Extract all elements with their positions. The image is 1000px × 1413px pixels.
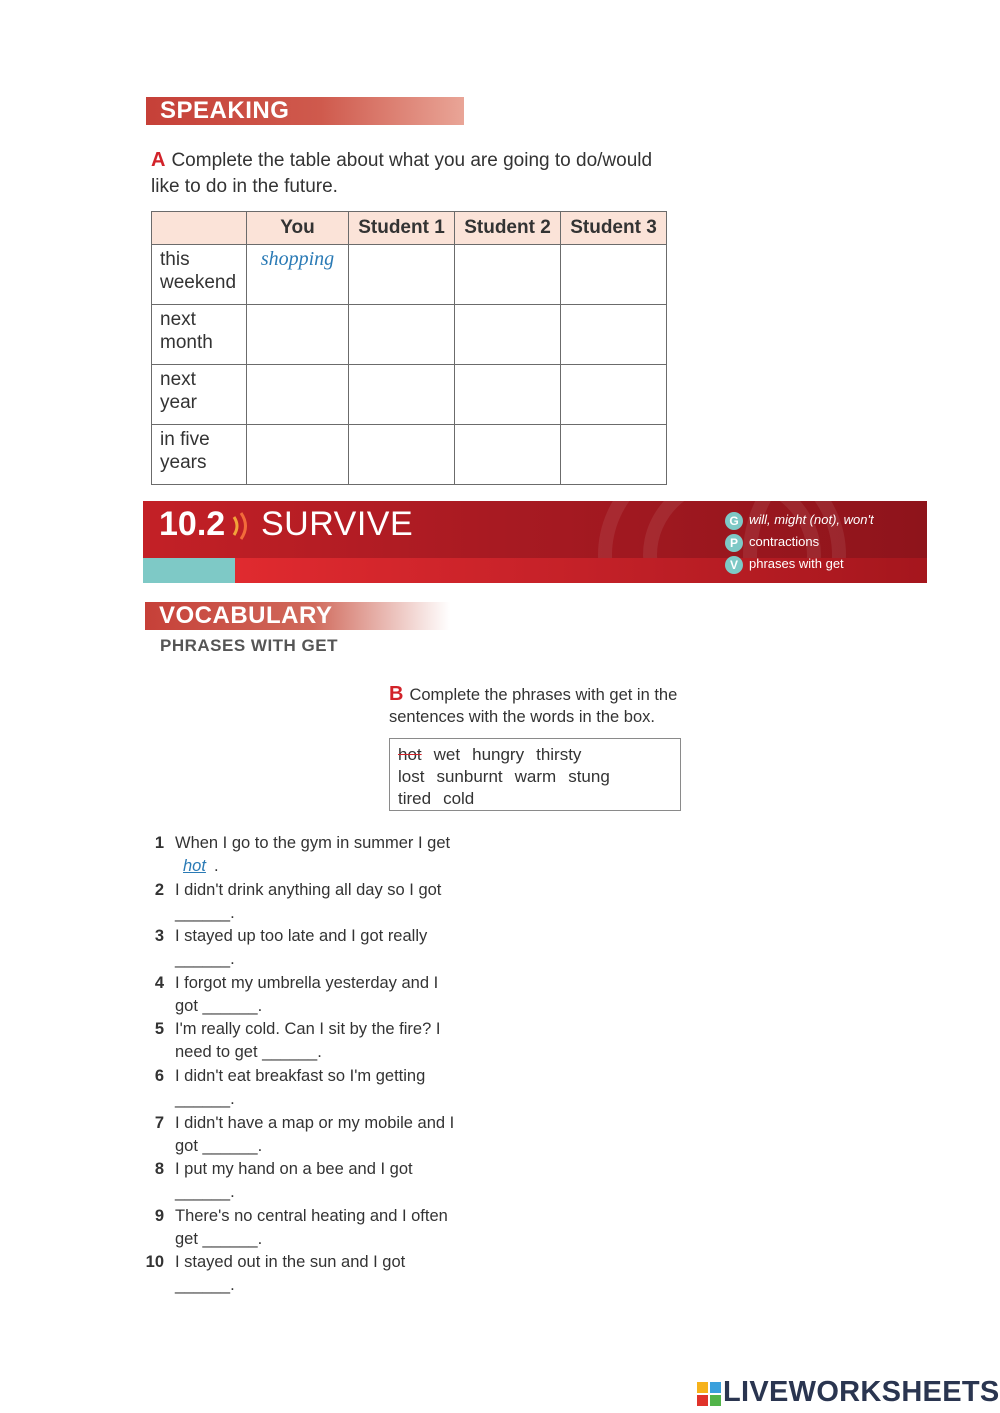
goal-text: contractions (749, 534, 820, 549)
row-label: this weekend (152, 245, 247, 305)
item-text: There's no central heating and I often get ______. (175, 1206, 448, 1248)
item-number: 1 (154, 834, 164, 852)
item-text: I stayed up too late and I got really ______. (175, 927, 428, 969)
vocabulary-instruction (389, 683, 689, 728)
word: hungry (472, 745, 525, 764)
item-number: 8 (154, 1160, 164, 1179)
grammar-badge-icon: G (725, 512, 743, 530)
word-box-line (398, 766, 672, 788)
unit-title: SURVIVE (261, 505, 414, 543)
item-number: 9 (154, 1206, 164, 1225)
answer-blank[interactable]: ______ (175, 1089, 231, 1108)
liveworksheets-mark-icon (697, 1382, 721, 1406)
list-item (140, 1205, 460, 1252)
item-text: I stayed out in the sun and I got ______. (175, 1253, 406, 1295)
item-text: I'm really cold. Can I sit by the fire? I need to get ______. (175, 1020, 441, 1062)
list-item (140, 832, 460, 879)
answer-cell[interactable] (561, 425, 667, 485)
answer-blank[interactable]: ______ (202, 1136, 258, 1155)
word-box-line (398, 788, 672, 810)
item-text: I forgot my umbrella yesterday and I got ______. (175, 973, 439, 1015)
word: stung (568, 767, 610, 786)
answer-cell[interactable] (561, 245, 667, 305)
answer-blank[interactable]: ______ (175, 903, 231, 922)
answer-cell[interactable] (247, 365, 349, 425)
sound-waves-icon (231, 509, 253, 543)
row-label: in five years (152, 425, 247, 485)
item-text: I didn't drink anything all day so I got ______. (175, 880, 442, 922)
table-header-row (152, 212, 667, 245)
row-label: next year (152, 365, 247, 425)
table-header: You (247, 212, 349, 245)
list-item (140, 1251, 460, 1298)
speaking-instruction (151, 147, 671, 200)
row-label: next month (152, 305, 247, 365)
answer-blank[interactable]: ______ (175, 1183, 231, 1202)
item-number: 4 (154, 973, 164, 992)
word-box-line (398, 744, 672, 766)
answer-cell[interactable] (455, 305, 561, 365)
goal-grammar (725, 510, 874, 530)
answer-cell[interactable] (561, 365, 667, 425)
word-box (389, 738, 681, 811)
answer-blank[interactable]: ______ (202, 996, 258, 1015)
list-item (140, 925, 460, 972)
vocabulary-subheading: PHRASES WITH GET (160, 636, 339, 655)
answer-cell[interactable] (349, 305, 455, 365)
goal-text: will, might (not), won't (749, 512, 874, 527)
word: tired (398, 789, 432, 808)
item-number: 6 (154, 1066, 164, 1085)
answer-blank[interactable]: ______ (175, 1276, 231, 1295)
answer-blank[interactable]: ______ (262, 1043, 318, 1062)
list-item (140, 1158, 460, 1205)
answer-cell[interactable] (561, 305, 667, 365)
word: wet (433, 745, 461, 764)
vocabulary-heading: VOCABULARY (145, 602, 450, 630)
teal-accent-strip (143, 558, 235, 583)
list-item (140, 1065, 460, 1112)
table-header: Student 3 (561, 212, 667, 245)
goal-pronunciation (725, 532, 819, 552)
list-item (140, 972, 460, 1019)
answer-blank[interactable]: hot (183, 857, 206, 875)
answer-cell[interactable] (349, 425, 455, 485)
instruction-text: Complete the table about what you are going to do/would like to do in the future. (151, 150, 653, 197)
speaking-heading: SPEAKING (146, 97, 464, 125)
answer-cell[interactable] (247, 425, 349, 485)
item-text: I didn't have a map or my mobile and I got ______. (175, 1113, 455, 1155)
item-text: I didn't eat breakfast so I'm getting ______. (175, 1066, 426, 1108)
table-row (152, 245, 667, 305)
exercise-letter-b: B (389, 683, 404, 705)
goal-text: phrases with get (749, 556, 844, 571)
item-number: 3 (154, 927, 164, 946)
table-row (152, 365, 667, 425)
sentence-list (140, 832, 460, 1298)
exercise-letter-a: A (151, 149, 166, 171)
answer-cell[interactable] (455, 425, 561, 485)
item-text: I put my hand on a bee and I got ______. (175, 1160, 413, 1202)
item-number: 2 (154, 880, 164, 899)
answer-blank[interactable]: ______ (175, 950, 231, 969)
table-header: Student 2 (455, 212, 561, 245)
vocabulary-badge-icon: V (725, 556, 743, 574)
word: sunburnt (436, 767, 503, 786)
list-item (140, 1018, 460, 1065)
word: thirsty (536, 745, 582, 764)
answer-cell[interactable] (247, 305, 349, 365)
table-row (152, 305, 667, 365)
item-number: 5 (154, 1020, 164, 1039)
list-item (140, 1112, 460, 1159)
table-header (152, 212, 247, 245)
answer-cell[interactable] (455, 365, 561, 425)
answer-cell[interactable] (455, 245, 561, 305)
pronunciation-badge-icon: P (725, 534, 743, 552)
table-header: Student 1 (349, 212, 455, 245)
word: cold (443, 789, 475, 808)
word: warm (514, 767, 557, 786)
unit-banner (143, 501, 927, 583)
goal-vocabulary (725, 554, 844, 574)
table-row (152, 425, 667, 485)
word-struck: hot (398, 745, 422, 764)
item-number: 10 (145, 1253, 164, 1272)
future-plans-table (151, 211, 667, 485)
item-text: When I go to the gym in summer I get hot . (175, 834, 451, 875)
list-item (140, 879, 460, 926)
word: lost (398, 767, 425, 786)
logo-text: LIVEWORKSHEETS (723, 1376, 1000, 1408)
answer-cell[interactable]: shopping (247, 245, 349, 305)
instruction-text: Complete the phrases with get in the sentences with the words in the box. (389, 686, 678, 726)
item-number: 7 (154, 1113, 164, 1132)
answer-cell[interactable] (349, 245, 455, 305)
answer-cell[interactable] (349, 365, 455, 425)
unit-number: 10.2 (159, 505, 226, 543)
answer-blank[interactable]: ______ (202, 1229, 258, 1248)
